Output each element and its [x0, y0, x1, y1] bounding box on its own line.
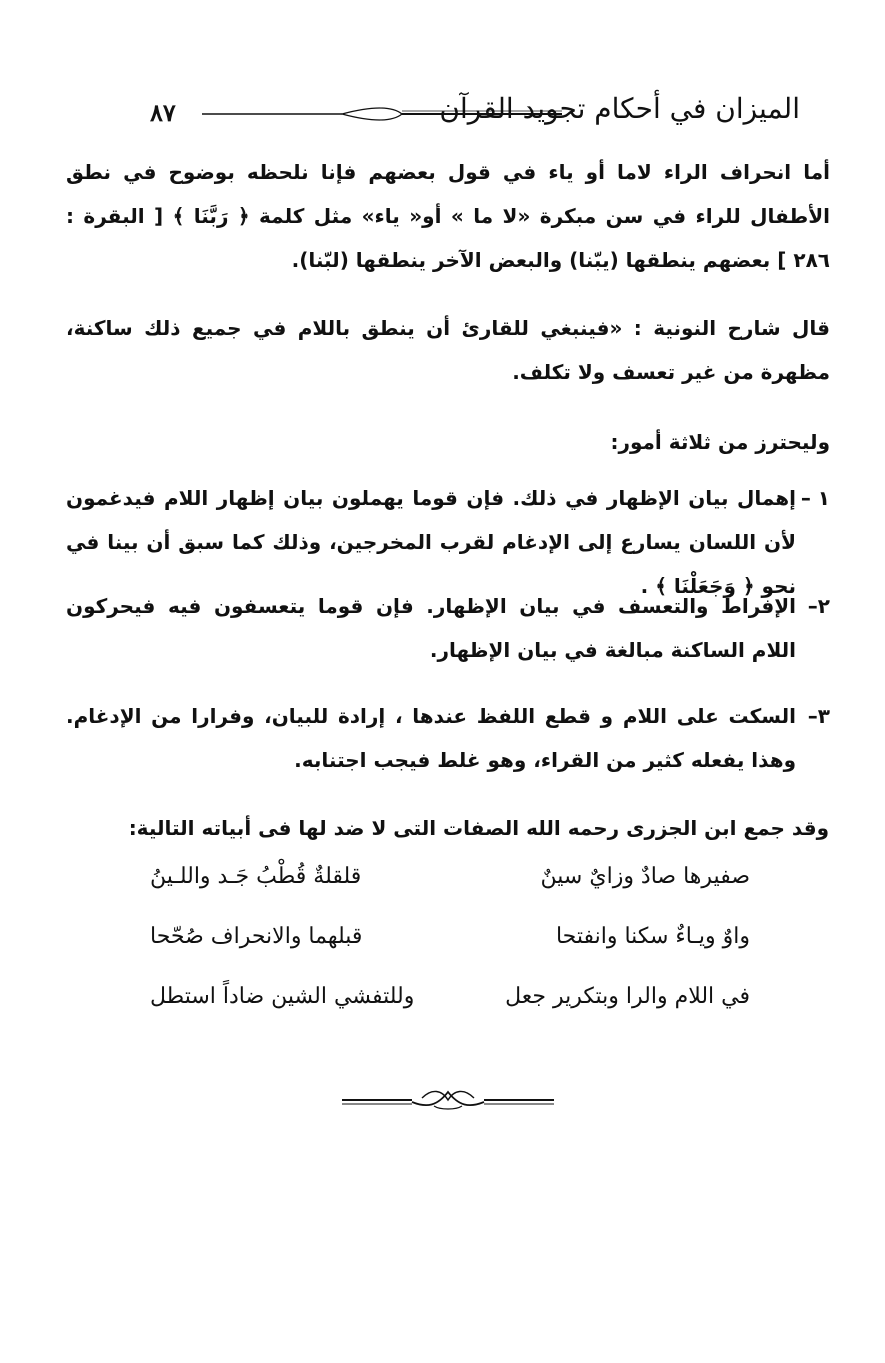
- verse-second-hemistich: قلقلةٌ قُطْبُ جَـد واللـينُ: [150, 864, 362, 889]
- verse-first-hemistich: صفيرها صادٌ وزايٌ سينٌ: [540, 864, 750, 889]
- list-marker: ٢–: [807, 594, 830, 618]
- page-header: [150, 92, 800, 132]
- verse-second-hemistich: وللتفشي الشين ضاداً استطل: [150, 984, 415, 1009]
- header-rule-ornament: [202, 104, 562, 124]
- poem-verses: [150, 852, 750, 1032]
- paragraph-rah-deviation: أما انحراف الراء لاما أو ياء في قول بعضهم فإنا نلحظه بوضوح في نطق الأطفال للراء في سن مبكرة «لا ما » أو« ياء» مثل كلمة ﴿ رَبَّنَا ﴾ [ البقرة : ٢٨٦ ] بعضهم ينطقها (يبّنا) والبعض الآخر ينطقها (لبّنا).: [66, 160, 830, 272]
- page-number: ٨٧: [150, 98, 176, 127]
- verse-row: [150, 912, 750, 972]
- list-item: [66, 694, 830, 782]
- paragraph-nuniya-quote: قال شارح النونية : «فينبغي للقارئ أن ينطق باللام في جميع ذلك ساكنة، مظهرة من غير تعسف ولا تكلف.: [66, 316, 830, 384]
- list-item-text: الإفراط والتعسف في بيان الإظهار. فإن قوما يتعسفون فيه فيحركون اللام الساكنة مبالغة في بيان الإظهار.: [66, 594, 796, 662]
- running-title: الميزان في أحكام تجويد القرآن: [439, 92, 800, 125]
- verse-first-hemistich: في اللام والرا وبتكرير جعل: [505, 984, 750, 1009]
- list-item-text: السكت على اللام و قطع اللفظ عندها ، إرادة للبيان، وفرارا من الإدغام. وهذا يفعله كثير من القراء، وهو غلط فيجب اجتنابه.: [66, 704, 796, 772]
- end-ornament-icon: [342, 1078, 554, 1118]
- verse-first-hemistich: واوٌ ويـاءٌ سكنا وانفتحا: [555, 924, 750, 949]
- list-item-text: إهمال بيان الإظهار في ذلك. فإن قوما يهملون بيان إظهار اللام فيدغمون لأن اللسان يسارع إلى الإدغام لقرب المخرجين، وذلك كما سبق أن بينا في نحو ﴿ وَجَعَلْنَا ﴾ .: [66, 486, 796, 598]
- verse-second-hemistich: قبلهما والانحراف صُحّحا: [150, 924, 363, 949]
- paragraph-three-matters: وليحترز من ثلاثة أمور:: [610, 430, 830, 454]
- list-item: [66, 584, 830, 672]
- paragraph-verses-intro: وقد جمع ابن الجزرى رحمه الله الصفات التى لا ضد لها فى أبياته التالية:: [128, 816, 829, 840]
- list-marker: ٣–: [807, 704, 830, 728]
- verse-row: [150, 972, 750, 1032]
- verse-row: [150, 852, 750, 912]
- list-marker: ١ –: [800, 486, 830, 510]
